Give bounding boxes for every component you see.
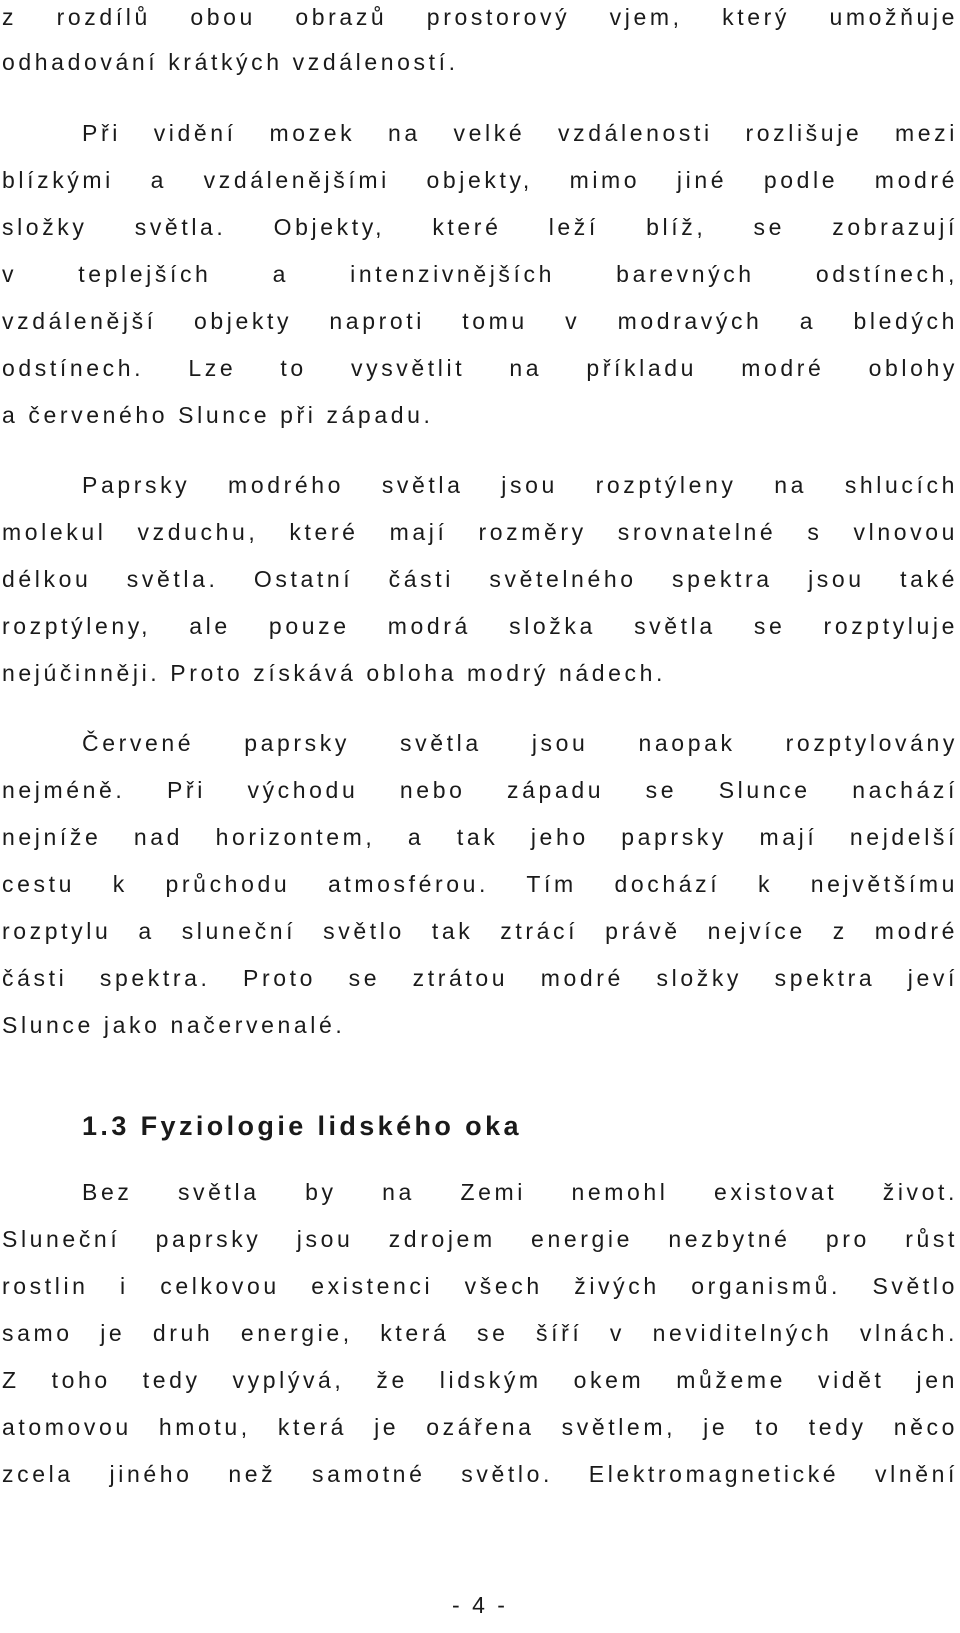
text-line: délkou světla. Ostatní části světelného spektra jsou také: [2, 566, 958, 592]
text-line: Slunce jako načervenalé.: [2, 1012, 346, 1038]
text-line: Paprsky modrého světla jsou rozptýleny na shlucích: [82, 472, 958, 498]
text-line: nejúčinněji. Proto získává obloha modrý nádech.: [2, 660, 666, 686]
section-heading: 1.3 Fyziologie lidského oka: [82, 1111, 522, 1141]
text-line: v teplejších a intenzivnějších barevných odstínech,: [2, 261, 958, 287]
text-line: rozptylu a sluneční světlo tak ztrácí právě nejvíce z modré: [2, 918, 958, 944]
text-line: části spektra. Proto se ztrátou modré složky spektra jeví: [2, 965, 958, 991]
text-line: rostlin i celkovou existenci všech živých organismů. Světlo: [2, 1273, 958, 1299]
text-line: cestu k průchodu atmosférou. Tím dochází k největšímu: [2, 871, 958, 897]
text-line: Z toho tedy vyplývá, že lidským okem můžeme vidět jen: [2, 1367, 958, 1393]
text-line: z rozdílů obou obrazů prostorový vjem, který umožňuje: [2, 4, 958, 30]
text-line: nejníže nad horizontem, a tak jeho paprsky mají nejdelší: [2, 824, 958, 850]
text-line: odhadování krátkých vzdáleností.: [2, 49, 459, 75]
text-line: blízkými a vzdálenějšími objekty, mimo jiné podle modré: [2, 167, 958, 193]
text-line: nejméně. Při východu nebo západu se Slunce nachází: [2, 777, 958, 803]
text-line: Sluneční paprsky jsou zdrojem energie nezbytné pro růst: [2, 1226, 958, 1252]
text-line: Při vidění mozek na velké vzdálenosti rozlišuje mezi: [82, 120, 958, 146]
text-line: odstínech. Lze to vysvětlit na příkladu modré oblohy: [2, 355, 958, 381]
text-line: a červeného Slunce při západu.: [2, 402, 434, 428]
text-line: Bez světla by na Zemi nemohl existovat život.: [82, 1179, 958, 1205]
text-line: molekul vzduchu, které mají rozměry srovnatelné s vlnovou: [2, 519, 958, 545]
text-line: vzdálenější objekty naproti tomu v modravých a bledých: [2, 308, 958, 334]
text-line: rozptýleny, ale pouze modrá složka světla se rozptyluje: [2, 613, 958, 639]
text-line: samo je druh energie, která se šíří v neviditelných vlnách.: [2, 1320, 958, 1346]
text-line: atomovou hmotu, která je ozářena světlem, je to tedy něco: [2, 1414, 958, 1440]
text-line: zcela jiného než samotné světlo. Elektromagnetické vlnění: [2, 1461, 958, 1487]
text-line: složky světla. Objekty, které leží blíž, se zobrazují: [2, 214, 958, 240]
text-line: Červené paprsky světla jsou naopak rozptylovány: [82, 730, 958, 756]
page-number: - 4 -: [452, 1592, 508, 1618]
